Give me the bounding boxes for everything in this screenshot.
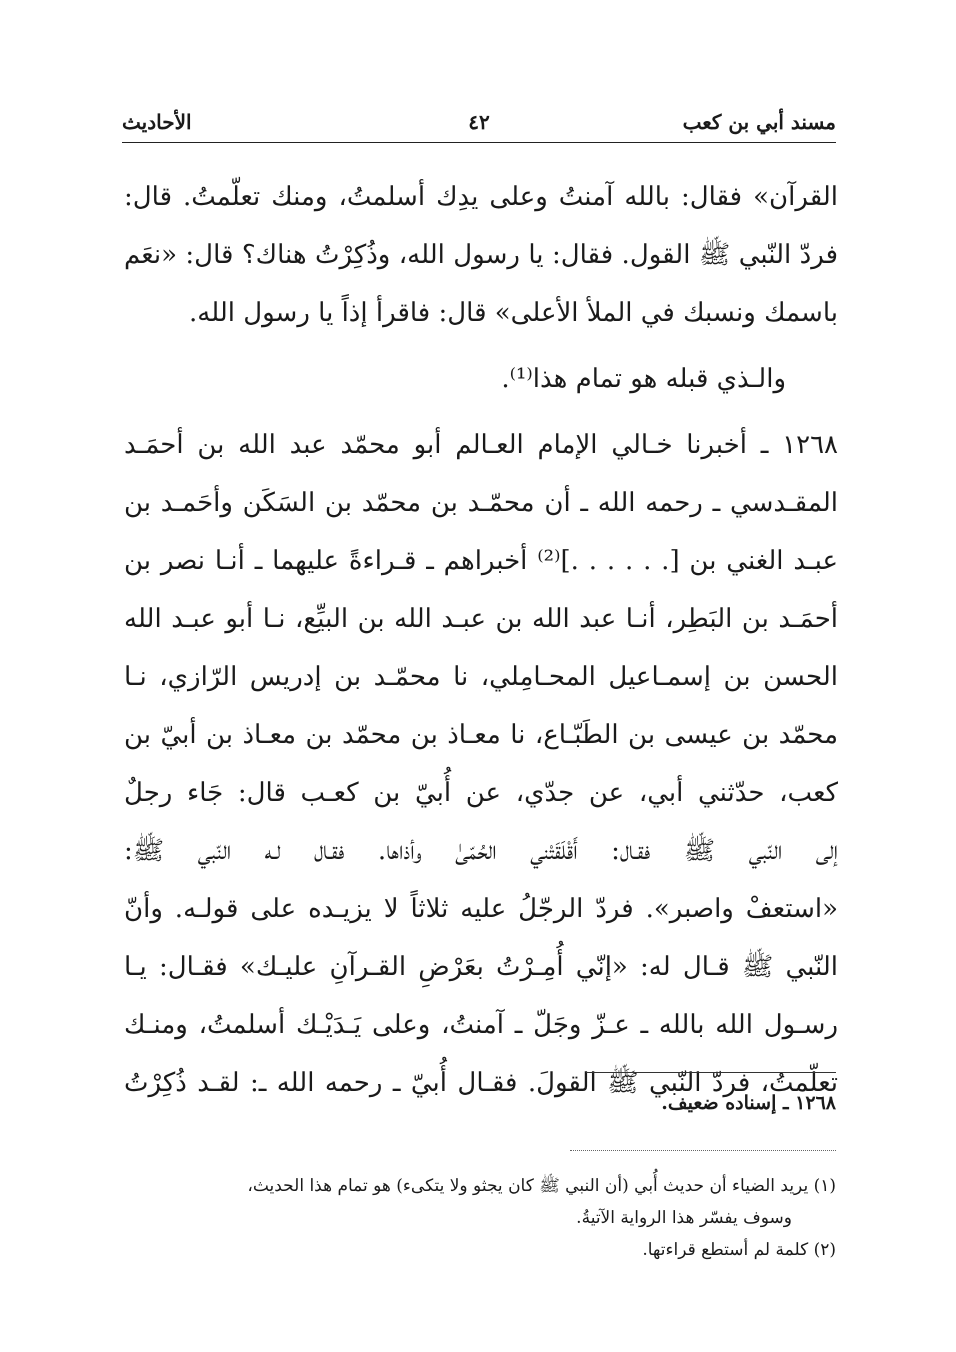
footnote-2: (٢) كلمة لم أستطع قراءتها. [642,1240,836,1260]
text-line: محمّد بن عيسى بن الطَبّـاع، نا معـاذ بن محمّد بن معـاذ بن أبيّ بن [124,720,838,750]
footnote-divider [570,1150,836,1151]
text-line: «استعفْ واصبر». فردّ الرجّلُ عليه ثلاثاً لا يزيـده على قولـه. وأنّ [124,894,838,924]
page-number: ٤٢ [468,110,490,134]
footnote-1-continued: وسوف يفسّر هذا الرواية الآتيةُ. [576,1208,792,1228]
book-title: مسند أبي بن كعب [682,110,836,134]
text-line: رسـول الله بالله ـ عـزّ وجَلّ ـ آمنتُ، وعلى يَـدَيْـك أسلمتُ، ومنـك [124,1010,838,1040]
takhrij-note: ١٢٦٨ ـ إسناده ضعيف. [661,1092,836,1114]
header-rule [122,142,836,143]
text-line: والـذي قبله هو تمام هذا⁽¹⁾. [501,364,786,394]
footnote-1: (١) يريد الضياء أن حديث أُبي (أن النبي ﷺ كان يجثو ولا يتكىء) هو تمام هذا الحديث، [247,1176,836,1196]
footnote-separator [586,1072,836,1073]
section-title: الأحاديث [122,110,192,134]
hadith-number-line: ١٢٦٨ ـ أخبرنا خـالي الإمام العـالم أبو محمّد عبد الله بن أحمَـد [124,430,838,460]
page-header [122,106,836,140]
text-line: الحسن بن إسمـاعيل المحـامِلي، نا محمّـد بن إدريس الرّازي، نـا [124,662,838,692]
text-line: كعب، حدّثني أبي، عن جدّي، عن أُبيّ بن كعـب قال: جَاء رجلٌ [124,778,838,808]
text-line: إلى النّبي ﷺ فقـال: أَقْلَقَتْني الحُمّىٰ وأذاها. فقـال لـه النّبي ﷺ: [124,836,838,866]
footnotes [126,1170,836,1266]
text-line: المقـدسي ـ رحمه الله ـ أن محمّـد بن محمّد بن السَكَن وأحَمـد بن [124,488,838,518]
main-text [124,168,838,1112]
text-line: أحمَـد بن البَطِر، أنـا عبد الله بن عبـد الله بن البيِّع، نـا أبو عبـد الله [124,604,838,634]
text-line: فردّ النّبي ﷺ القول. فقال: يا رسول الله، وذُكِرْتُ هناك؟ قال: «نعَم [124,240,838,270]
text-line: عبـد الغني بن [. . . . . .]⁽²⁾ أخبراهم ـ قـراءةً عليهما ـ أنـا نصر بن [124,546,838,576]
text-line: باسمك ونسبك في الملأ الأعلى» قال: فاقرأ إذاً يا رسول الله. [189,298,838,328]
text-line: القرآن» فقال: بالله آمنتُ وعلى يدِك أسلمتُ، ومنك تعلّمتُ. قال: [124,182,838,212]
text-line: النّبي ﷺ قـال له: «إنّي أُمِـرْتُ بعَرْضِ القـرآنِ عليـك» فقـال: يـا [124,952,838,982]
text-line: تعلّمتُ، فردّ النّبي ﷺ القولَ. فقـال أُبيّ ـ رحمه الله ـ: لقـد ذُكِرْتُ [124,1068,838,1098]
